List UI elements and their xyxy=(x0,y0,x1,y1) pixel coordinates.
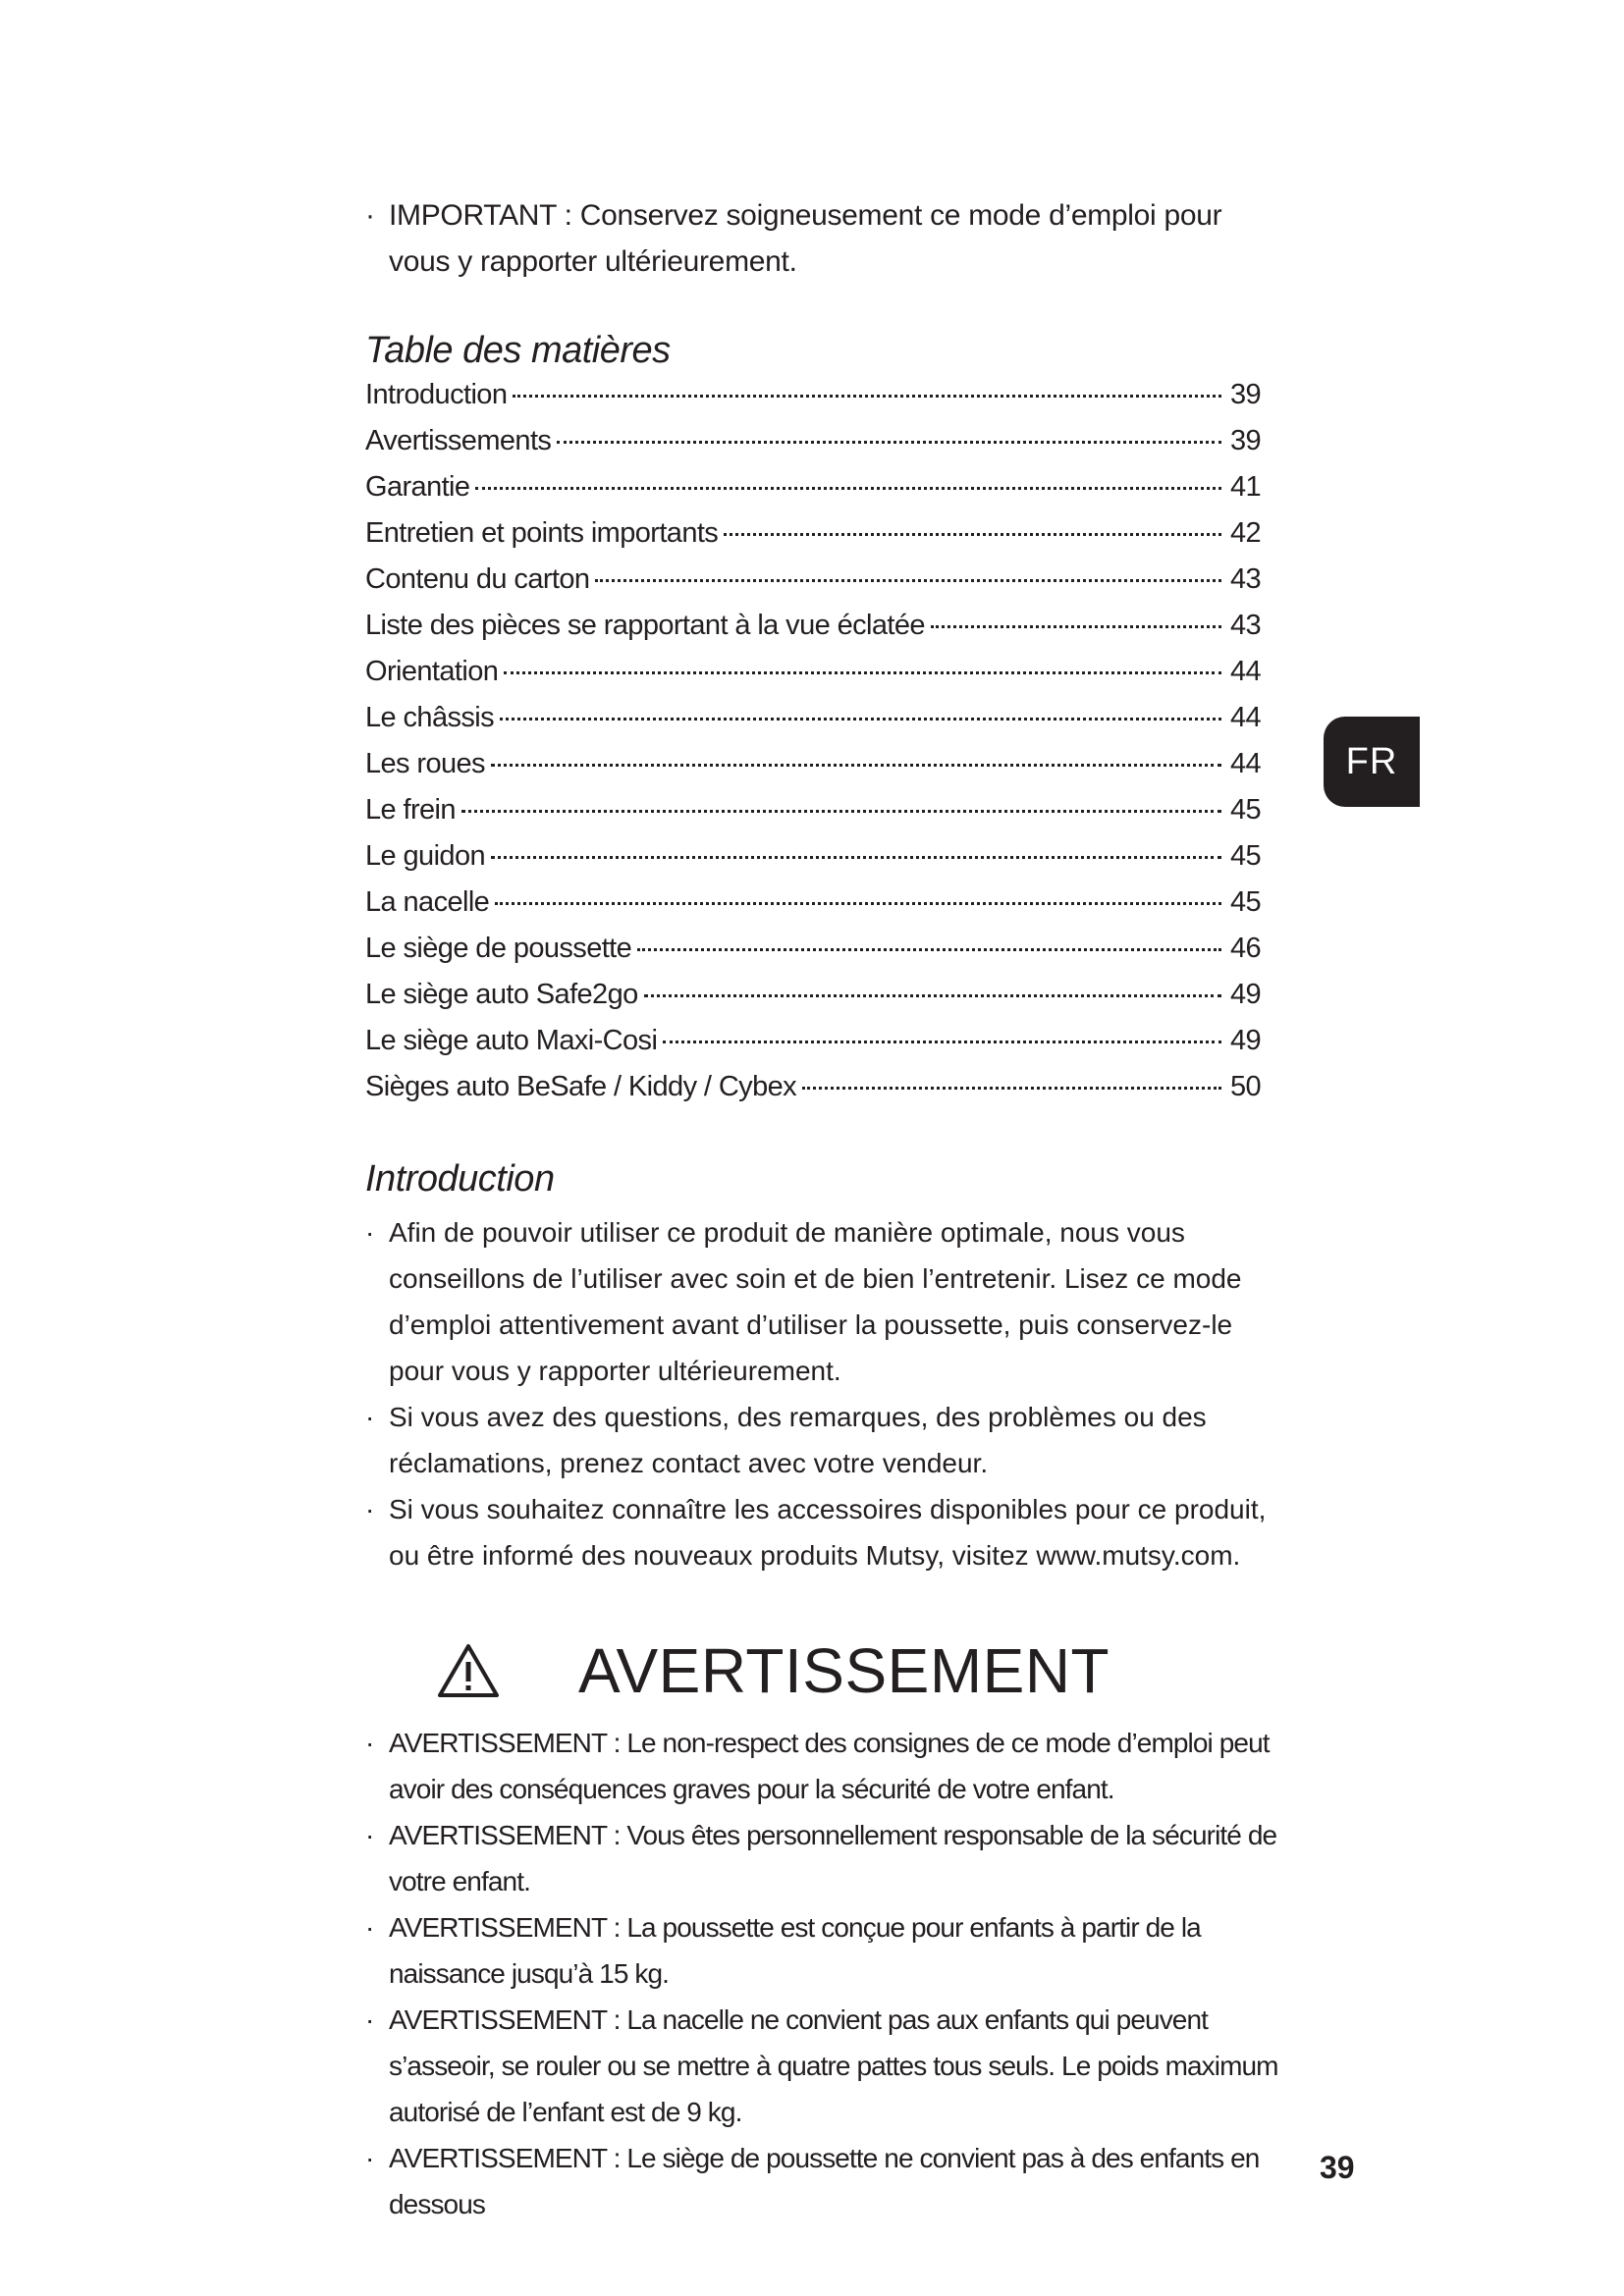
toc-page-number: 45 xyxy=(1229,886,1261,918)
toc-leader-dots xyxy=(461,810,1221,813)
toc-row xyxy=(365,886,1261,933)
toc-leader-dots xyxy=(513,395,1221,398)
toc-label: Les roues xyxy=(365,748,485,779)
toc-page-number: 39 xyxy=(1229,379,1261,410)
toc-page-number: 45 xyxy=(1229,840,1261,872)
warning-list xyxy=(365,1720,1278,2227)
toc-label: Avertissements xyxy=(365,425,552,456)
toc-leader-dots xyxy=(491,764,1221,767)
toc-page-number: 44 xyxy=(1229,748,1261,779)
toc-row xyxy=(365,379,1261,425)
toc-row xyxy=(365,840,1261,886)
toc-label: Introduction xyxy=(365,379,508,410)
toc-leader-dots xyxy=(557,441,1221,444)
toc-leader-dots xyxy=(491,856,1221,859)
toc-label: Le frein xyxy=(365,794,456,826)
toc-label: Entretien et points importants xyxy=(365,517,719,549)
toc-label: Contenu du carton xyxy=(365,563,590,595)
warning-bullet: · AVERTISSEMENT : La nacelle ne convient pas aux enfants qui peuvent s’asseoir, se rouler ou se mettre à quatre pattes tous seuls. Le poids maximum autorisé de l’enfant est de 9 kg. xyxy=(365,1997,1278,2135)
toc-leader-dots xyxy=(637,948,1221,951)
toc-page-number: 44 xyxy=(1229,656,1261,687)
page-number: 39 xyxy=(1320,2150,1355,2185)
toc-leader-dots xyxy=(931,625,1221,628)
toc-page-number: 43 xyxy=(1229,610,1261,641)
toc-leader-dots xyxy=(724,533,1221,536)
toc-label: La nacelle xyxy=(365,886,490,918)
toc-row xyxy=(365,979,1261,1025)
toc-row xyxy=(365,794,1261,840)
intro-bullet: · Si vous avez des questions, des remarques, des problèmes ou des réclamations, prenez contact avec votre vendeur. xyxy=(365,1394,1278,1486)
toc-label: Le siège auto Safe2go xyxy=(365,979,638,1010)
introduction-body xyxy=(365,1209,1278,1578)
warning-triangle-icon xyxy=(437,1643,500,1698)
toc-leader-dots xyxy=(644,994,1221,997)
toc-row xyxy=(365,425,1261,471)
important-bullet: · IMPORTANT : Conservez soigneusement ce mode d’emploi pour vous y rapporter ultérieurement. xyxy=(365,192,1278,285)
toc-leader-dots xyxy=(663,1041,1221,1043)
toc-label: Le guidon xyxy=(365,840,485,872)
toc-title: Table des matières xyxy=(365,330,671,371)
toc-row xyxy=(365,656,1261,702)
introduction-title: Introduction xyxy=(365,1158,555,1200)
toc-page-number: 45 xyxy=(1229,794,1261,826)
toc-label: Sièges auto BeSafe / Kiddy / Cybex xyxy=(365,1071,797,1102)
important-note xyxy=(365,192,1278,285)
language-tab: FR xyxy=(1324,717,1420,807)
toc-row xyxy=(365,517,1261,563)
warning-bullet: · AVERTISSEMENT : Le non-respect des consignes de ce mode d’emploi peut avoir des conséquences graves pour la sécurité de votre enfant. xyxy=(365,1720,1278,1812)
intro-bullet: · Si vous souhaitez connaître les accessoires disponibles pour ce produit, ou être informé des nouveaux produits Mutsy, visitez www.mutsy.com. xyxy=(365,1486,1278,1578)
toc-leader-dots xyxy=(802,1087,1221,1090)
toc-leader-dots xyxy=(495,902,1221,905)
toc-leader-dots xyxy=(595,579,1221,582)
toc-page-number: 46 xyxy=(1229,933,1261,964)
toc-row xyxy=(365,610,1261,656)
toc-row xyxy=(365,1025,1261,1071)
toc-page-number: 49 xyxy=(1229,979,1261,1010)
toc-label: Le siège auto Maxi-Cosi xyxy=(365,1025,658,1056)
warning-title: AVERTISSEMENT xyxy=(578,1635,1110,1706)
toc-row xyxy=(365,563,1261,610)
toc-row xyxy=(365,471,1261,517)
toc-label: Orientation xyxy=(365,656,499,687)
warning-bullet: · AVERTISSEMENT : La poussette est conçue pour enfants à partir de la naissance jusqu’à 15 kg. xyxy=(365,1904,1278,1997)
toc-row xyxy=(365,702,1261,748)
toc-row xyxy=(365,933,1261,979)
toc-page-number: 42 xyxy=(1229,517,1261,549)
toc-page-number: 43 xyxy=(1229,563,1261,595)
toc-label: Le châssis xyxy=(365,702,495,733)
toc-leader-dots xyxy=(475,487,1221,490)
toc-page-number: 41 xyxy=(1229,471,1261,503)
toc-page-number: 49 xyxy=(1229,1025,1261,1056)
toc-row xyxy=(365,1071,1261,1117)
toc-page-number: 44 xyxy=(1229,702,1261,733)
table-of-contents xyxy=(365,379,1261,1117)
toc-page-number: 50 xyxy=(1229,1071,1261,1102)
toc-leader-dots xyxy=(500,718,1221,721)
toc-page-number: 39 xyxy=(1229,425,1261,456)
intro-bullet: · Afin de pouvoir utiliser ce produit de manière optimale, nous vous conseillons de l’utiliser avec soin et de bien l’entretenir. Lisez ce mode d’emploi attentivement avant d’utiliser la poussette, puis conservez-le pour vous y rapporter ultérieurement. xyxy=(365,1209,1278,1394)
toc-leader-dots xyxy=(504,671,1221,674)
toc-label: Liste des pièces se rapportant à la vue éclatée xyxy=(365,610,925,641)
warning-heading xyxy=(437,1634,1110,1707)
warning-bullet: · AVERTISSEMENT : Le siège de poussette ne convient pas à des enfants en dessous xyxy=(365,2135,1278,2227)
warning-bullet: · AVERTISSEMENT : Vous êtes personnellement responsable de la sécurité de votre enfant. xyxy=(365,1812,1278,1904)
toc-label: Garantie xyxy=(365,471,470,503)
toc-label: Le siège de poussette xyxy=(365,933,632,964)
toc-row xyxy=(365,748,1261,794)
